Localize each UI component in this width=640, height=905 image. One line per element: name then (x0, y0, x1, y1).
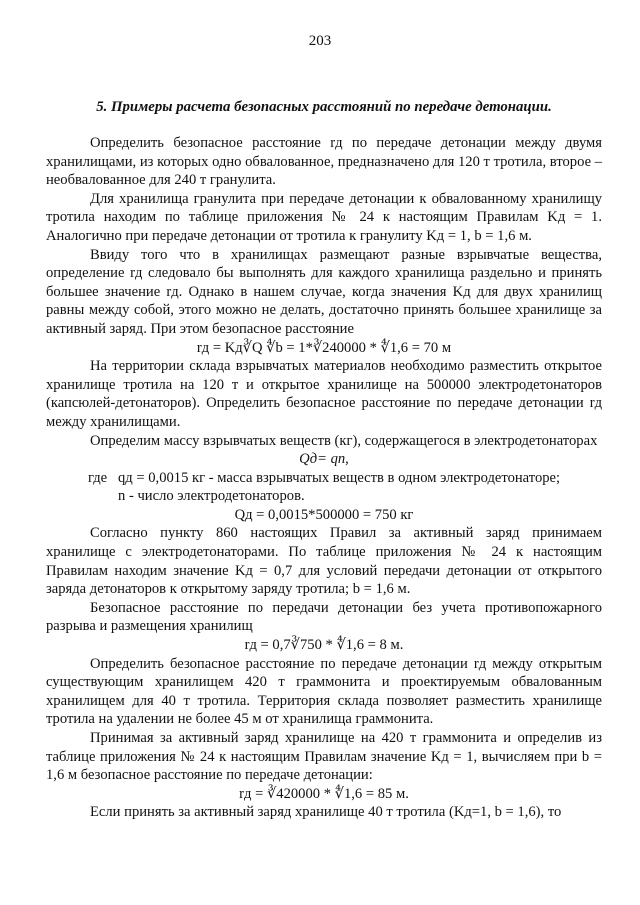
paragraph-4: На территории склада взрывчатых материалов необходимо разместить открытое хранилище тротила на 120 т и открытое хранилище на 500000 электродетонаторов (капсюлей-детонаторов). Определить безопасное расстояние по передаче детонации rд между хранилищами. (46, 358, 602, 430)
paragraph-8: Определить безопасное расстояние по передаче детонации rд между открытым существующим хранилищем 420 т граммонита и проектируемым обвалованным хранилищем для 40 т тротила. Территория склада позволяет разместить хранилище тротила на удалении не более 45 м от хранилища граммонита. (46, 655, 602, 728)
definition-key: где (88, 469, 108, 486)
definition-2: n - число электродетонаторов. (118, 488, 305, 505)
section-heading: 5. Примеры расчета безопасных расстояний по передаче детонации. (96, 99, 552, 115)
paragraph-2: Для хранилища гранулита при передаче детонации к обвалованному хранилищу тротила находим по таблице приложения № 24 к настоящим Правилам Kд = 1. Аналогично при передаче детонации от тротила к гранулиту Kд = 1, b = 1,6 м. (46, 190, 602, 244)
formula-1: rд = Kд∛Q ∜b = 1*∛240000 * ∜1,6 = 70 м (196, 339, 452, 356)
page-number: 203 (308, 33, 332, 49)
definition-key-spacer (88, 487, 118, 506)
paragraph-10: Если принять за активный заряд хранилище 40 т тротила (Kд=1, b = 1,6), то (90, 804, 562, 821)
paragraph-1: Определить безопасное расстояние rд по передаче детонации между двумя хранилищами, из которых одно обвалованное, предназначено для 120 т тротила, второе – необвалованное для 240 т гранулита. (46, 135, 602, 189)
paragraph-5: Определим массу взрывчатых веществ (кг), содержащегося в электродетонаторах (90, 432, 598, 449)
definition-row-2 (46, 487, 602, 506)
definition-row-1 (46, 469, 602, 488)
page-content (46, 98, 602, 822)
paragraph-7: Безопасное расстояние по передачи детонации без учета противопожарного разрыва и размещения хранилищ (46, 599, 602, 635)
definition-1: qд = 0,0015 кг - масса взрывчатых веществ в одном электродетонаторе; (118, 469, 561, 486)
paragraph-9: Принимая за активный заряд хранилище на 420 т граммонита и определив из таблице приложения № 24 к настоящим Правилам значение Kд = 1, вычисляем при b = 1,6 м безопасное расстояние по передаче детонации: (46, 730, 602, 784)
formula-5: rд = ∛420000 * ∜1,6 = 85 м. (239, 785, 409, 802)
formula-2: Qд= qn, (299, 451, 349, 468)
paragraph-3: Ввиду того что в хранилищах размещают разные взрывчатые вещества, определение rд следовало бы выполнять для каждого хранилища раздельно и принять большее значение rд. Однако в нашем случае, когда значения Kд для двух хранилищ равны между собой, этого можно не делать, достаточно принять большее хранилище за активный заряд. При этом безопасное расстояние (46, 246, 602, 337)
paragraph-6: Согласно пункту 860 настоящих Правил за активный заряд принимаем хранилище с электродетонаторами. По таблице приложения № 24 к настоящим Правилам находим значение Kд = 0,7 для условий передачи детонации от открытого заряда детонаторов к открытому заряду тротила; b = 1,6 м. (46, 525, 602, 598)
formula-4: rд = 0,7∛750 * ∜1,6 = 8 м. (244, 637, 404, 654)
formula-3: Qд = 0,0015*500000 = 750 кг (234, 506, 414, 523)
